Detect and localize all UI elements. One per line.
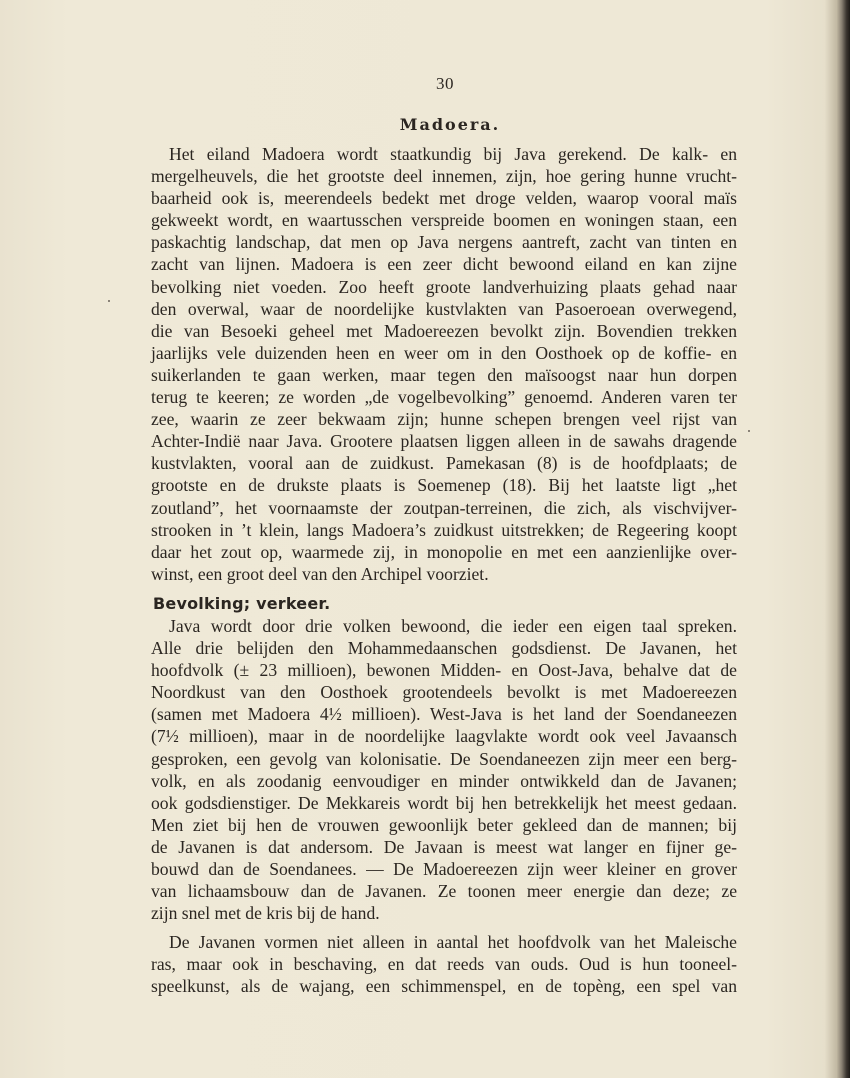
text-line: winst, een groot deel van den Archipel voorziet. — [151, 563, 489, 584]
body-text — [151, 143, 737, 998]
paper-speck — [748, 430, 750, 432]
text-line: paskachtig landschap, dat men op Java nergens aantreft, zacht van tinten en — [151, 232, 737, 253]
text-line: baarheid ook is, meerendeels bedekt met droge velden, waarop vooral maïs — [151, 188, 737, 209]
text-line: Java wordt door drie volken bewoond, die ieder een eigen taal spreken. — [169, 615, 737, 636]
section-title: Madoera. — [399, 115, 501, 134]
text-line: kustvlakten, vooral aan de zuidkust. Pamekasan (8) is de hoofdplaats; de — [151, 453, 737, 474]
text-line: gekweekt wordt, en waartusschen verspreide boomen en woningen staan, een — [151, 210, 737, 231]
text-line: speelkunst, als de wajang, een schimmenspel, en de topèng, een spel van — [151, 976, 737, 997]
text-line: volk, en als zoodanig eenvoudiger en minder ontwikkeld dan de Javanen; — [151, 770, 737, 791]
text-line: strooken in ’t klein, langs Madoera’s zuidkust uitstrekken; de Regeering koopt — [151, 519, 737, 540]
paper-speck — [108, 300, 110, 302]
text-line: bevolking niet voeden. Zoo heeft groote landverhuizing plaats gehad naar — [151, 276, 737, 297]
text-line: hoofdvolk (± 23 millioen), bewonen Midden- en Oost-Java, behalve dat de — [151, 660, 737, 681]
text-line: van lichaamsbouw dan de Javanen. Ze toonen meer energie dan deze; ze — [151, 881, 737, 902]
text-line: zee, waarin ze zeer bekwaam zijn; hunne schepen brengen veel rijst van — [151, 409, 737, 430]
text-line: daar het zout op, waarmede zij, in monopolie en met een aanzienlijke over- — [151, 541, 737, 562]
text-line: den overwal, waar de noordelijke kustvlakten van Pasoeroean overwegend, — [151, 298, 737, 319]
section-heading: Bevolking; verkeer. — [153, 593, 331, 613]
text-line: jaarlijks vele duizenden heen en weer om in den Oosthoek op de koffie- en — [151, 342, 737, 363]
text-line: de Javanen is dat andersom. De Javaan is meest wat langer en fijner ge- — [151, 836, 737, 857]
text-line: bouwd dan de Soendanees. — De Madoereezen zijn weer kleiner en grover — [151, 859, 737, 879]
text-line: zacht van lijnen. Madoera is een zeer dicht bewoond eiland en kan zijne — [151, 254, 737, 275]
text-line: Het eiland Madoera wordt staatkundig bij Java gerekend. De kalk- en — [169, 144, 737, 164]
text-line: (7½ millioen), maar in de noordelijke laagvlakte wordt ook veel Javaansch — [151, 726, 737, 747]
page-number: 30 — [436, 74, 454, 93]
paragraph-gap — [151, 924, 737, 931]
text-line: Achter-Indië naar Java. Grootere plaatsen liggen alleen in de sawahs dragende — [151, 431, 737, 452]
text-line: ook godsdienstiger. De Mekkareis wordt bij hen betrekkelijk het meest gedaan. — [151, 792, 737, 813]
text-line: Men ziet bij hen de vrouwen gewoonlijk beter gekleed dan de mannen; bij — [151, 814, 737, 835]
text-line: mergelheuvels, die het grootste deel innemen, zijn, hoe gering hunne vrucht- — [151, 166, 737, 187]
text-line: grootste en de drukste plaats is Soemenep (18). Bij het laatste ligt „het — [151, 475, 737, 496]
page-gutter-shadow — [836, 0, 850, 1078]
text-line: Alle drie belijden den Mohammedaanschen godsdienst. De Javanen, het — [151, 638, 737, 659]
text-line: De Javanen vormen niet alleen in aantal het hoofdvolk van het Maleische — [169, 932, 737, 953]
text-line: gesproken, een gevolg van kolonisatie. De Soendaneezen zijn meer een berg- — [151, 748, 737, 769]
text-line: zijn snel met de kris bij de hand. — [151, 903, 380, 924]
text-line: terug te keeren; ze worden „de vogelbevolking” genoemd. Anderen varen ter — [151, 387, 737, 408]
text-line: (samen met Madoera 4½ millioen). West-Java is het land der Soendaneezen — [151, 704, 737, 725]
text-line: Noordkust van den Oosthoek grootendeels bevolkt is met Madoereezen — [151, 682, 737, 703]
text-line: die van Besoeki geheel met Madoereezen bevolkt zijn. Bovendien trekken — [151, 320, 737, 341]
text-line: zoutland”, het voornaamste der zoutpan-terreinen, die zich, als vischvijver- — [151, 497, 737, 518]
text-line: suikerlanden te gaan werken, maar tegen den maïsoogst naar hun dorpen — [151, 364, 737, 385]
text-line: ras, maar ook in beschaving, en dat reeds van ouds. Oud is hun tooneel- — [151, 954, 737, 975]
